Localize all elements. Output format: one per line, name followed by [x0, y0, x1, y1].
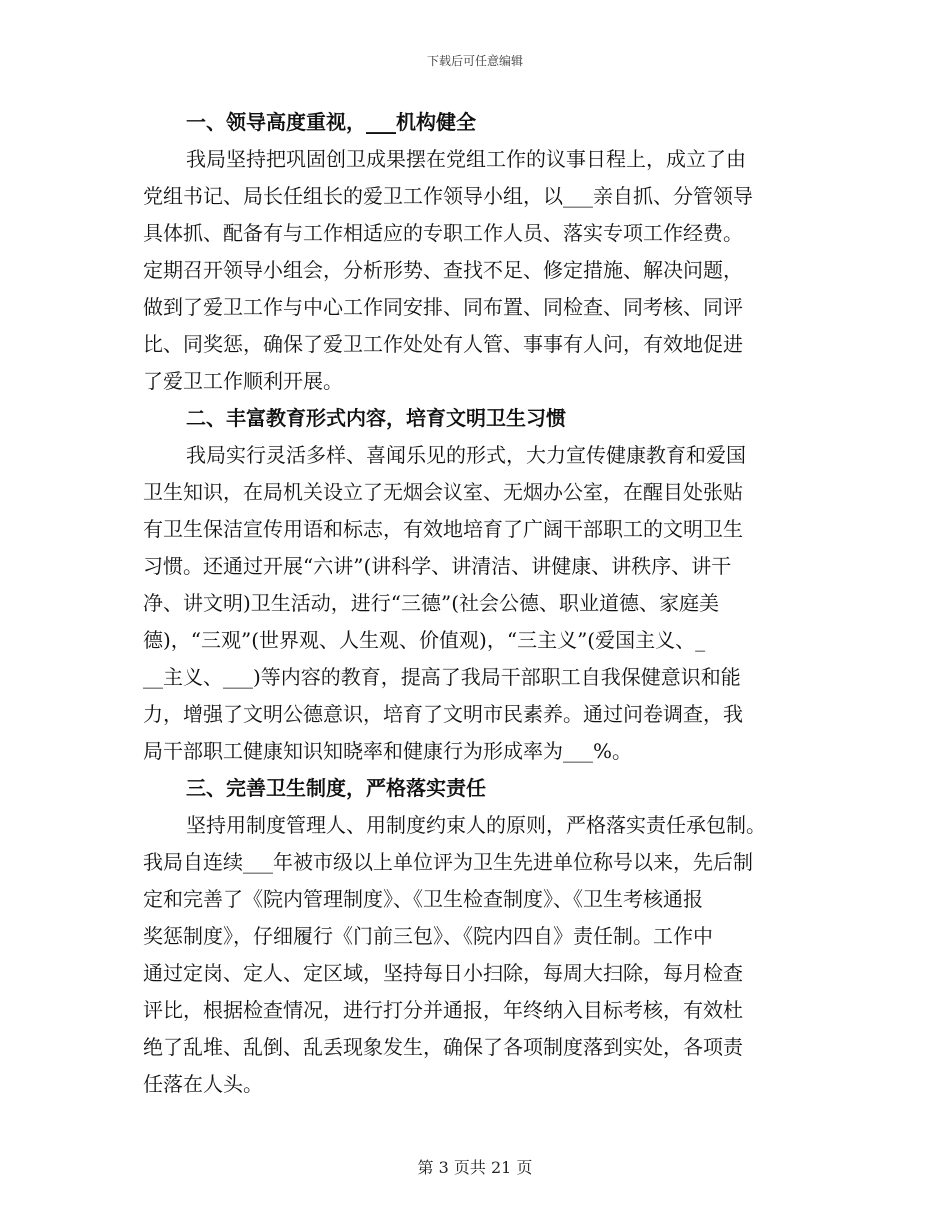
- paragraph-line: 定期召开领导小组会，分析形势、查找不足、修定措施、解决问题，: [143, 258, 743, 282]
- paragraph-line: 卫生知识，在局机关设立了无烟会议室、无烟办公室，在醒目处张贴: [143, 480, 743, 504]
- paragraph-line: 评比，根据检查情况，进行打分并通报，年终纳入目标考核，有效杜: [143, 998, 743, 1022]
- paragraph-line: 坚持用制度管理人、用制度约束人的原则，严格落实责任承包制。: [186, 813, 766, 837]
- paragraph-line: 有卫生保洁宣传用语和标志，有效地培育了广阔干部职工的文明卫生: [143, 517, 743, 541]
- section-paragraph-2: [143, 437, 809, 770]
- paragraph-line: 做到了爱卫工作与中心工作同安排、同布置、同检查、同考核、同评: [143, 295, 743, 319]
- section-heading-3: 三、完善卫生制度，严格落实责任: [186, 776, 486, 800]
- paragraph-line: 我局自连续___年被市级以上单位评为卫生先进单位称号以来，先后制: [143, 850, 753, 874]
- paragraph-line: 我局实行灵活多样、喜闻乐见的形式，大力宣传健康教育和爱国: [186, 443, 746, 467]
- document-body: [143, 104, 809, 1103]
- paragraph-line: 我局坚持把巩固创卫成果摆在党组工作的议事日程上，成立了由: [186, 147, 746, 171]
- section-heading-1: 一、领导高度重视，___机构健全: [186, 110, 476, 134]
- section-heading-2: 二、丰富教育形式内容，培育文明卫生习惯: [186, 406, 566, 430]
- paragraph-line: 定和完善了《院内管理制度》、《卫生检查制度》、《卫生考核通报: [143, 887, 703, 911]
- paragraph-line: 力，增强了文明公德意识，培育了文明市民素养。通过问卷调查，我: [143, 702, 743, 726]
- paragraph-line: __主义、___)等内容的教育，提高了我局干部职工自我保健意识和能: [143, 665, 741, 689]
- paragraph-line: 了爱卫工作顺利开展。: [143, 369, 343, 393]
- paragraph-line: 净、讲文明)卫生活动，进行“三德”(社会公德、职业道德、家庭美: [143, 591, 720, 615]
- paragraph-line: 德)，“三观”(世界观、人生观、价值观)，“三主义”(爱国主义、_: [143, 628, 706, 652]
- page-header-note: 下载后可任意编辑: [426, 54, 523, 68]
- section-paragraph-3: [143, 807, 809, 1103]
- paragraph-line: 绝了乱堆、乱倒、乱丢现象发生，确保了各项制度落到实处，各项责: [143, 1035, 743, 1059]
- paragraph-line: 任落在人头。: [143, 1072, 263, 1096]
- paragraph-line: 习惯。还通过开展“六讲”(讲科学、讲清洁、讲健康、讲秩序、讲干: [143, 554, 732, 578]
- paragraph-line: 局干部职工健康知识知晓率和健康行为形成率为___%。: [143, 739, 633, 763]
- paragraph-line: 奖惩制度》，仔细履行《门前三包》、《院内四自》责任制。工作中: [143, 924, 713, 948]
- paragraph-line: 具体抓、配备有与工作相适应的专职工作人员、落实专项工作经费。: [143, 221, 743, 245]
- paragraph-line: 比、同奖惩，确保了爱卫工作处处有人管、事事有人问，有效地促进: [143, 332, 743, 356]
- section-paragraph-1: [143, 141, 809, 400]
- paragraph-line: 党组书记、局长任组长的爱卫工作领导小组，以___亲自抓、分管领导: [143, 184, 753, 208]
- paragraph-line: 通过定岗、定人、定区域，坚持每日小扫除，每周大扫除，每月检查: [143, 961, 743, 985]
- page-number: 第 3 页共 21 页: [417, 1158, 533, 1177]
